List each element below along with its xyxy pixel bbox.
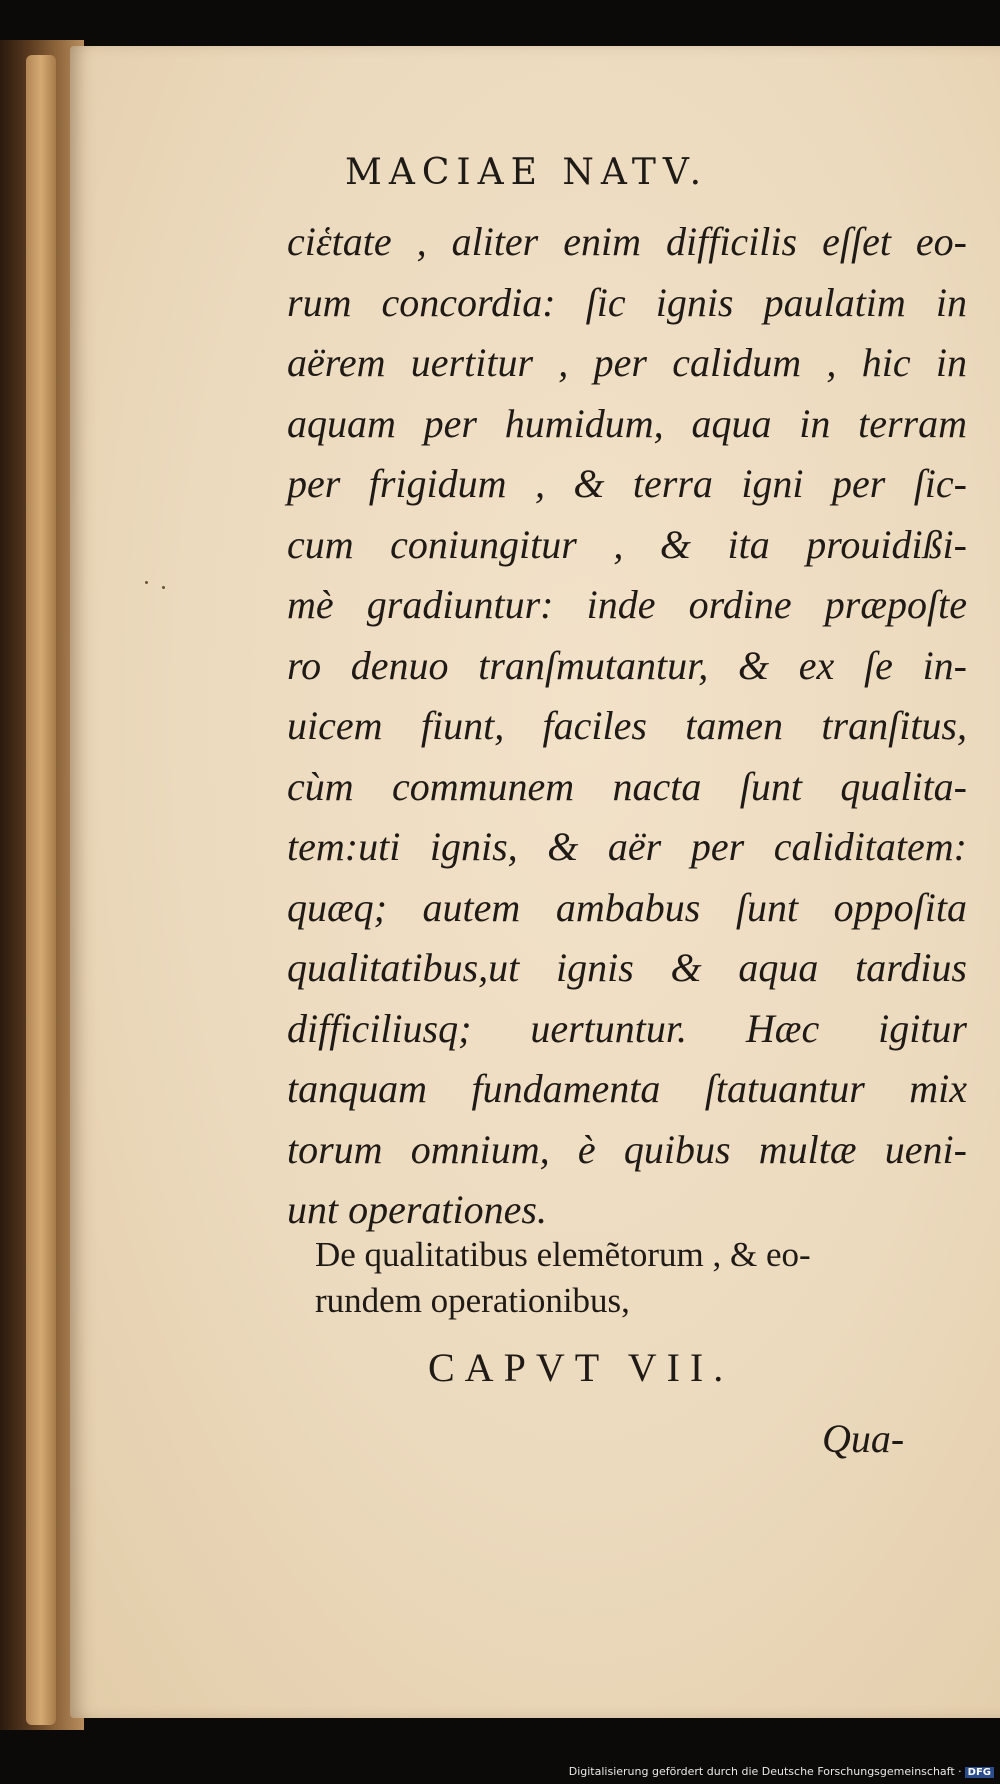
text-line: tem:uti ignis, & aër per caliditatem: — [287, 824, 967, 869]
running-title: MACIAE NATV. — [345, 152, 709, 193]
text-line: tanquam fundamenta ſtatuantur mix — [287, 1066, 967, 1111]
text-line: mè gradiuntur: inde ordine præpoſte — [287, 582, 967, 627]
credit-text: Digitalisierung gefördert durch die Deutsche Forschungsgemeinschaft · — [568, 1765, 962, 1778]
heading-line: rundem operationibus, — [315, 1281, 630, 1320]
text-line: cùm communem nacta ſunt qualita- — [287, 763, 967, 809]
text-line: aquam per humidum, aqua in terram — [287, 400, 967, 446]
paper-speck — [145, 581, 148, 584]
text-line: aërem uertitur , per calidum , hic in — [287, 340, 967, 385]
paper-speck — [162, 586, 165, 589]
body-text — [287, 212, 967, 1241]
text-line: uicem fiunt, faciles tamen tranſitus, — [287, 703, 967, 748]
section-heading — [315, 1232, 955, 1324]
catchword: Qua- — [822, 1416, 905, 1461]
binding-edge — [26, 55, 56, 1725]
digitization-credit — [569, 1765, 994, 1778]
text-line: per frigidum , & terra igni per ſic- — [287, 461, 967, 506]
text-line: rum concordia: ſic ignis paulatim in — [287, 279, 967, 325]
text-line: qualitatibus,ut ignis & aqua tardius — [287, 945, 967, 990]
text-line: ciἑtate , aliter enim difficilis eſſet eo- — [287, 219, 967, 264]
chapter-title: CAPVT VII. — [428, 1345, 734, 1390]
text-line: ro denuo tranſmutantur, & ex ſe in- — [287, 642, 967, 688]
text-line: torum omnium, è quibus multæ ueni- — [287, 1126, 967, 1172]
heading-line: De qualitatibus elemẽtorum , & eo- — [315, 1235, 811, 1274]
text-line: unt operationes. — [287, 1187, 547, 1232]
dfg-logo: DFG — [965, 1767, 994, 1778]
text-line: difficiliusq; uertuntur. Hæc igitur — [287, 1005, 967, 1051]
text-line: quæq; autem ambabus ſunt oppoſita — [287, 884, 967, 930]
text-line: cum coniungitur , & ita prouidißi- — [287, 521, 967, 567]
